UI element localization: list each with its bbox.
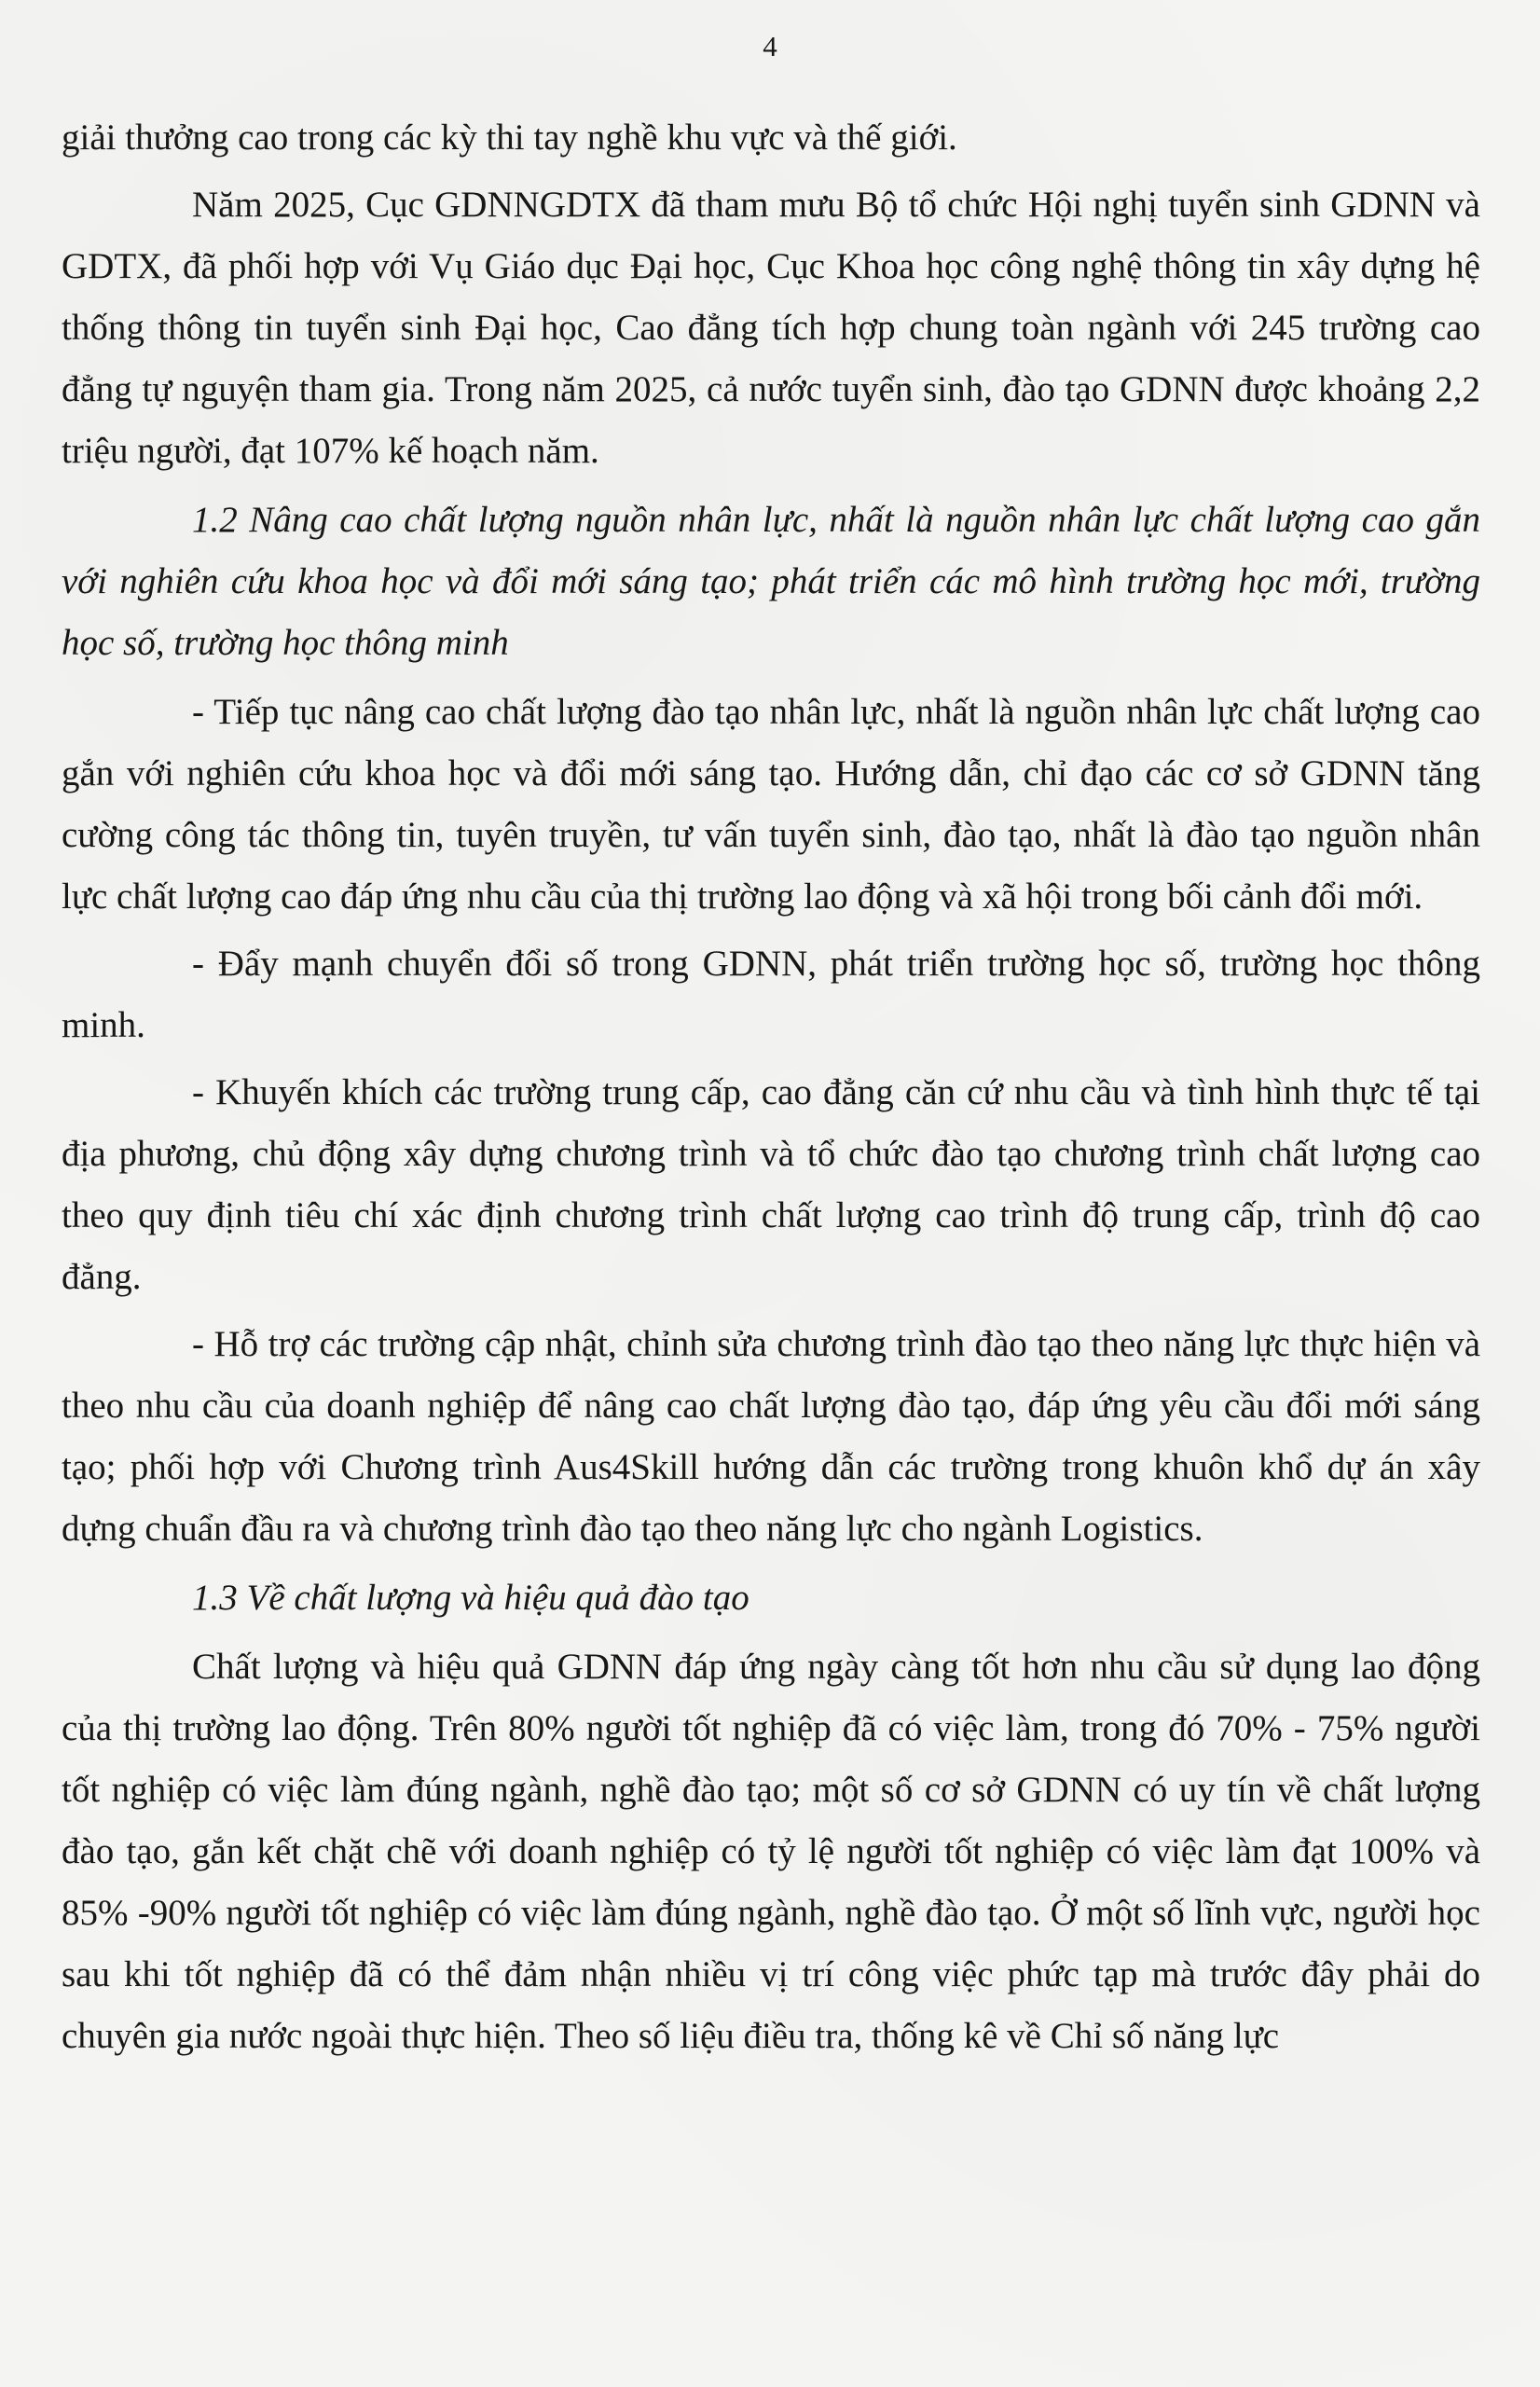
bullet-high-quality-programs: - Khuyến khích các trường trung cấp, cao đẳng căn cứ nhu cầu và tình hình thực tế tại địa phương, chủ động xây dựng chương trình và tổ chức đào tạo chương trình chất lượng cao theo quy định tiêu chí xác định chương trình chất lượng cao trình độ trung cấp, trình độ cao đẳng. [62,1072,1480,1297]
section-heading-1-2: 1.2 Nâng cao chất lượng nguồn nhân lực, nhất là nguồn nhân lực chất lượng cao gắn với nghiên cứu khoa học và đổi mới sáng tạo; phát triển các mô hình trường học mới, trường học số, trường học thông minh [62,500,1480,663]
bullet-digital-transformation: - Đẩy mạnh chuyển đổi số trong GDNN, phát triển trường học số, trường học thông minh. [62,944,1480,1045]
bullet-curriculum-support: - Hỗ trợ các trường cập nhật, chỉnh sửa chương trình đào tạo theo năng lực thực hiện và theo nhu cầu của doanh nghiệp để nâng cao chất lượng đào tạo, đáp ứng yêu cầu đổi mới sáng tạo; phối hợp với Chương trình Aus4Skill hướng dẫn các trường trong khuôn khổ dự án xây dựng chuẩn đầu ra và chương trình đào tạo theo năng lực cho ngành Logistics. [62,1324,1480,1549]
page-number: 4 [763,30,777,62]
bullet-quality-training: - Tiếp tục nâng cao chất lượng đào tạo nhân lực, nhất là nguồn nhân lực chất lượng cao gắn với nghiên cứu khoa học và đổi mới sáng tạo. Hướng dẫn, chỉ đạo các cơ sở GDNN tăng cường công tác thông tin, tuyên truyền, tư vấn tuyển sinh, đào tạo, nhất là đào tạo nguồn nhân lực chất lượng cao đáp ứng nhu cầu của thị trường lao động và xã hội trong bối cảnh đổi mới. [62,692,1480,917]
section-heading-1-3: 1.3 Về chất lượng và hiệu quả đào tạo [192,1578,749,1618]
paragraph-enrollment-2025: Năm 2025, Cục GDNNGDTX đã tham mưu Bộ tổ chức Hội nghị tuyển sinh GDNN và GDTX, đã phối hợp với Vụ Giáo dục Đại học, Cục Khoa học công nghệ thông tin xây dựng hệ thống thông tin tuyển sinh Đại học, Cao đẳng tích hợp chung toàn ngành với 245 trường cao đẳng tự nguyện tham gia. Trong năm 2025, cả nước tuyển sinh, đào tạo GDNN được khoảng 2,2 triệu người, đạt 107% kế hoạch năm. [62,185,1480,471]
page-content [62,107,1480,2067]
paragraph-continuation: giải thưởng cao trong các kỳ thi tay nghề khu vực và thế giới. [62,117,957,158]
paragraph-training-effectiveness: Chất lượng và hiệu quả GDNN đáp ứng ngày càng tốt hơn nhu cầu sử dụng lao động của thị trường lao động. Trên 80% người tốt nghiệp đã có việc làm, trong đó 70% - 75% người tốt nghiệp có việc làm đúng ngành, nghề đào tạo; một số cơ sở GDNN có uy tín về chất lượng đào tạo, gắn kết chặt chẽ với doanh nghiệp có tỷ lệ người tốt nghiệp có việc làm đạt 100% và 85% -90% người tốt nghiệp có việc làm đúng ngành, nghề đào tạo. Ở một số lĩnh vực, người học sau khi tốt nghiệp đã có thể đảm nhận nhiều vị trí công việc phức tạp mà trước đây phải do chuyên gia nước ngoài thực hiện. Theo số liệu điều tra, thống kê về Chỉ số năng lực [62,1647,1480,2056]
